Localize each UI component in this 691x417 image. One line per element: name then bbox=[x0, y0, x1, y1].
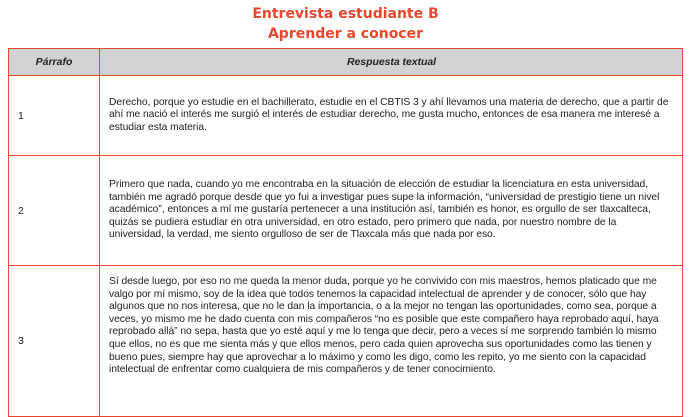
table-row bbox=[9, 156, 682, 266]
document-title: Entrevista estudiante B bbox=[252, 6, 439, 22]
paragraph-number: 2 bbox=[9, 156, 100, 265]
document-subtitle: Aprender a conocer bbox=[267, 26, 424, 42]
table-row bbox=[9, 266, 682, 416]
paragraph-number: 1 bbox=[9, 76, 100, 155]
response-text: Primero que nada, cuando yo me encontraba en la situación de elección de estudiar la licenciatura en esta universidad, también me agradó porque desde que yo fui a investigar pues supe la información, “universidad de prestigio tiene un nivel académico”, entonces a mí me gustaría pertenecer a una institución así, también es honor, es orgullo de ser tlaxcalteca, quizás se pudiera estudiar en otra universidad, en otro estado, pero primero que nada, por nuestro nombre de la universidad, la verdad, me siento orgulloso de ser de Tlaxcala más que nada por eso. bbox=[109, 179, 660, 241]
table-row bbox=[9, 76, 682, 156]
response-text: Sí desde luego, por eso no me queda la menor duda, porque yo he convivido con mis maestros, hemos platicado que me valgo por mí mismo, soy de la idea que todos tenemos la capacidad intelectual de aprender y de conocer, sólo que hay algunos que no nos interesa, que no le dan la importancia, o a la mejor no tengan las oportunidades, como sea, porque a veces, yo mismo me he dado cuenta con mis compañeros “no es posible que este compañero haya reprobado aquí, haya reprobado allá” no sepa, hasta que yo esté aquí y me lo tenga que decir, pero a veces sí me sorprendo también lo mismo que ellos, no es que me sienta más y que ellos menos, pero cada quien aprovecha sus oportunidades como las tienen y bueno pues, siempre hay que aprovechar a lo máximo y como les digo, como les repito, yo me siento con la capacidad intelectual de enfrentar como cualquiera de mis compañeros y de tener conocimiento. bbox=[109, 276, 659, 376]
interview-table bbox=[8, 48, 683, 417]
response-text: Derecho, porque yo estudie en el bachillerato, estudie en el CBTIS 3 y ahí llevamos una materia de derecho, que a partir de ahí me nació el interés me surgió el interés de estudiar derecho, me gusta mucho, entonces de esa manera me interesé a estudiar esta materia. bbox=[109, 96, 669, 133]
column-header-paragraph: Párrafo bbox=[9, 49, 100, 75]
table-header-row bbox=[9, 49, 682, 76]
title-block bbox=[0, 4, 691, 44]
paragraph-number: 3 bbox=[9, 266, 100, 416]
column-header-response: Respuesta textual bbox=[346, 55, 436, 68]
